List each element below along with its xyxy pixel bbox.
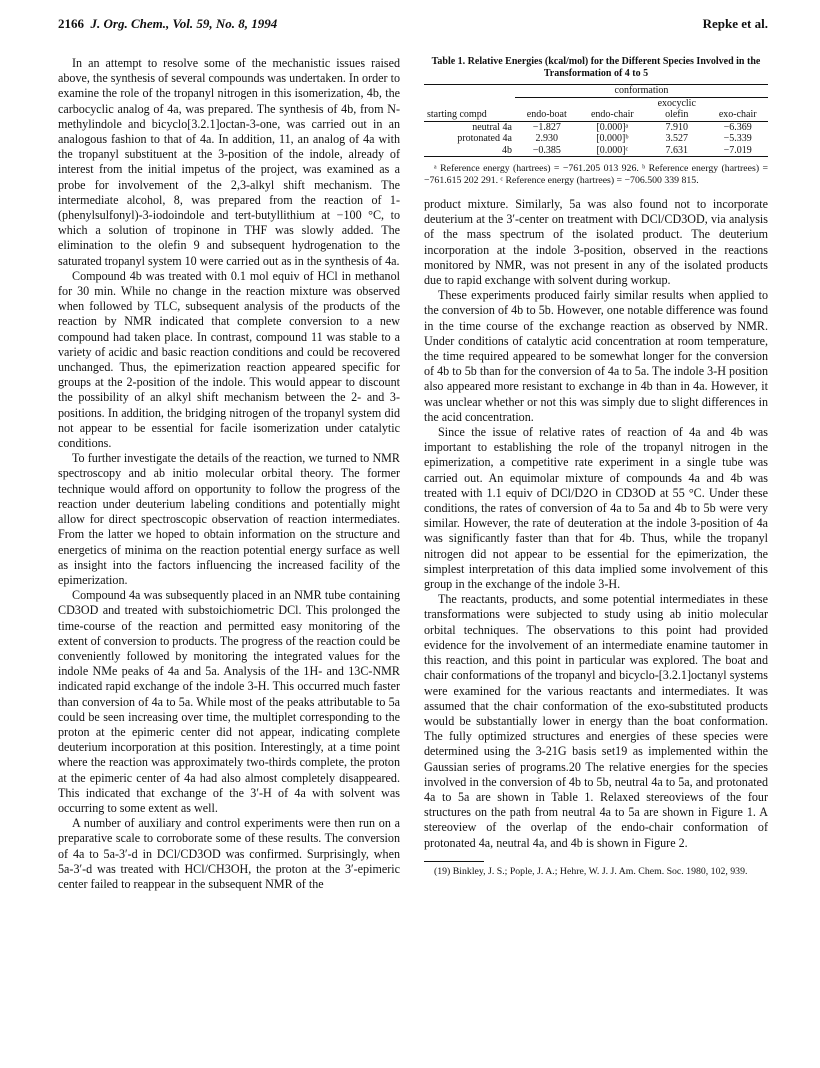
right-column [424, 56, 768, 878]
table-cell: −5.339 [723, 133, 752, 144]
table-cell: −7.019 [723, 144, 752, 156]
header-spacer [579, 97, 646, 109]
paragraph: To further investigate the details of the reaction, we turned to NMR spectroscopy and ab initio molecular orbital theory. The former technique would afford on opportunity to follow the progress of the reaction under deuterium labeling conditions and potentially might allow for direct spectroscopic observation of reaction intermediates. From the latter we hoped to obtain information on the structure and energetics of minima on the reaction potential energy surface as well as insight into the factors influencing the increased facility of the epimerization. [58, 451, 400, 587]
table-cell: [0.000]ᵇ [596, 133, 629, 144]
table-cell: [0.000]ᵃ [596, 121, 629, 133]
energy-table [424, 84, 768, 157]
journal-citation: J. Org. Chem., Vol. 59, No. 8, 1994 [90, 16, 278, 31]
column-header-starting-compd: starting compd [427, 109, 487, 120]
table-footnotes: ᵃ Reference energy (hartrees) = −761.205 013 926. ᵇ Reference energy (hartrees) = −761.615 202 291. ᶜ Reference energy (hartrees) = −706.500 339 815. [424, 163, 768, 186]
table-cell: 4b [501, 144, 512, 156]
column-header-olefin: olefin [665, 109, 689, 120]
table-header-row [424, 109, 768, 121]
column-header-exo-chair: exo-chair [718, 109, 757, 120]
paragraph: product mixture. Similarly, 5a was also found not to incorporate deuterium at the 3′-center on treatment with DCl/CD3OD, via analysis of the mass spectrum of the isolated product. The deuterium incorporation at the indole 3-position, observed in the reactions monitored by NMR, was not present in any of the isolated products due to rapid exchange with solvent during workup. [424, 197, 768, 288]
table-cell: 7.910 [665, 121, 688, 133]
table-header-row [424, 97, 768, 109]
table-cell: 2.930 [535, 133, 559, 144]
table-cell: [0.000]ᶜ [596, 144, 629, 156]
running-head-authors: Repke et al. [702, 16, 768, 31]
left-column [58, 56, 400, 892]
table-cell: 7.631 [665, 144, 688, 156]
table-cell: −1.827 [532, 121, 561, 133]
table-1 [424, 56, 768, 187]
header-spacer [515, 97, 579, 109]
table-cell: 3.527 [665, 133, 688, 144]
page-number: 2166 [58, 16, 84, 31]
table-header-row [424, 85, 768, 98]
header-spacer [424, 85, 515, 98]
header-spacer [707, 97, 768, 109]
reference-19: (19) Binkley, J. S.; Pople, J. A.; Hehre, W. J. J. Am. Chem. Soc. 1980, 102, 939. [434, 865, 748, 877]
footnote-divider [424, 861, 484, 862]
table-row [424, 133, 768, 145]
table-cell: −6.369 [723, 121, 752, 133]
page-header [58, 16, 768, 36]
table-cell: neutral 4a [472, 121, 512, 133]
paragraph: The reactants, products, and some potential intermediates in these transformations were subjected to study using ab initio molecular orbital techniques. The observations to this point had provided evidence for the involvement of an intermediate enamine tautomer in this reaction, and this point in particular was explored. The boat and chair conformations of the tropanyl and bicyclo-[3.2.1]octanyl systems were examined for the various reactants and intermediates. It was assumed that the chair conformation of the exo-substituted products would be substantially lower in energy than the boat conformation. The fully optimized structures and energies of these species were determined using the 3-21G basis set19 as implemented within the Gaussian series of programs.20 The relative energies for the species involved in the conversion of 4b to 5b, neutral 4a to 5a, and protonated 4a to 5a are shown in Table 1. Relaxed stereoviews of the four structures on the path from neutral 4a to 5a are shown in Figure 1. A stereoview of the overlap of the endo-chair conformation of protonated 4a, neutral 4a, and 4b is shown in Figure 2. [424, 592, 768, 850]
header-spacer [424, 97, 515, 109]
column-header-exocyclic: exocyclic [657, 97, 696, 109]
paragraph: In an attempt to resolve some of the mechanistic issues raised above, the synthesis of several compounds was undertaken. In order to examine the role of the tropanyl nitrogen in this isomerization, 4b, the carbocyclic analog of 4a, was prepared. The synthesis of 4b, from N-methylindole and bicyclo[3.2.1]octan-3-one, was carried out in an analogous fashion to that of 4a. In addition, 11, an analog of 4a with the tropanyl substituent at the 3-position of the indole, already of interest from the initial impetus of the project, was examined as a probe for involvement of the 2,3-alkyl shift mechanism. The intermediate alcohol, 8, was prepared from the reaction of 1-(phenylsulfonyl)-3-iodoindole and tert-butyllithium at −100 °C, to which a solution of tropinone in THF was slowly added. The elimination to the olefin 9 and subsequent hydrogenation to the saturated tropanyl system 10 were carried out as in the synthesis of 4a. [58, 56, 400, 268]
column-header-endo-boat: endo-boat [526, 109, 567, 120]
right-column-body [424, 197, 768, 851]
paragraph: A number of auxiliary and control experiments were then run on a preparative scale to corroborate some of these results. The conversion of 4a to 5a-3′-d in DCl/CD3OD was confirmed. Surprisingly, when 5a-3′-d was treated with HCl/CH3OH, the proton at the 3′-epimeric center failed to reappear in the subsequent NMR of the [58, 816, 400, 891]
running-head-left [58, 16, 277, 32]
table-cell: −0.385 [532, 144, 561, 156]
paragraph: These experiments produced fairly similar results when applied to the conversion of 4b to 5b. However, one notable difference was found in the time course of the exchange reaction as observed by NMR. Under conditions of catalytic acid concentration at room temperature, the time required appeared to be somewhat longer for the conversion of 4b to 5b than for the conversion of 4a to 5a. The indole 3-H position also appeared more resistant to exchange in 4b than in 4a. However, it was unclear whether or not this was simply due to slight differences in the acid concentration. [424, 288, 768, 424]
table-row [424, 121, 768, 133]
paragraph: Since the issue of relative rates of reaction of 4a and 4b was important to establishing the role of the tropanyl nitrogen in the epimerization, a competitive rate experiment in a single tube was carried out. An equimolar mixture of compounds 4a and 4b was treated with 1.1 equiv of DCl/D2O in CD3OD at 55 °C. Under these conditions, the rates of conversion of 4a to 5a and 4b to 5b were very similar. However, the rate of deuteration at the indole 3-position of 4a was significantly faster than that for 4b. Thus, while the tropanyl nitrogen did not appear to be essential for the epimerization, the simplest interpretation of this data implied some involvement of this group in the exchange of the indole 3-H. [424, 425, 768, 592]
table-cell: protonated 4a [457, 133, 512, 144]
table-title: Table 1. Relative Energies (kcal/mol) for the Different Species Involved in the Transformation of 4 to 5 [431, 56, 761, 79]
column-header-endo-chair: endo-chair [590, 109, 634, 120]
paragraph: Compound 4a was subsequently placed in an NMR tube containing CD3OD and treated with substoichiometric DCl. This prolonged the time-course of the reaction and permitted easy monitoring of the extent of conversion to products. The progress of the reaction could be conveniently followed by monitoring the integrated values for the indole NMe peaks of 4a and 5a. Analysis of the 1H- and 13C-NMR indicated rapid exchange of the indole 3-H. This occurred much faster than conversion of 4a to 5a. While most of the peaks attributable to 5a could be seen increasing over time, the multiplet corresponding to the proton at the epimeric center did not appear, indicating complete deuterium incorporation at this position. Interestingly, at a time point where the reaction was approximately two-thirds complete, the proton at the epimeric center of 4a had also almost completely disappeared. This indicated that exchange of the 3′-H of 4a with solvent was occurring to some extent as well. [58, 588, 400, 815]
table-row [424, 145, 768, 157]
conformation-group-header: conformation [515, 85, 768, 98]
paragraph: Compound 4b was treated with 0.1 mol equiv of HCl in methanol for 30 min. While no change in the reaction mixture was observed when followed by TLC, subsequent analysis of the products of the reaction by NMR indicated that complete conversion to a new compound had taken place. In contrast, compound 11 was stable to a variety of acidic and basic reaction conditions and could be recovered unchanged. Thus, the epimerization reaction appeared specific for groups at the 2-position of the indole. This would appear to discount the possibility of an alkyl shift mechanism between the 2- and 3-positions. In addition, the bridging nitrogen of the tropanyl system did not appear to be essential for facile isomerization under catalytic conditions. [58, 268, 400, 451]
